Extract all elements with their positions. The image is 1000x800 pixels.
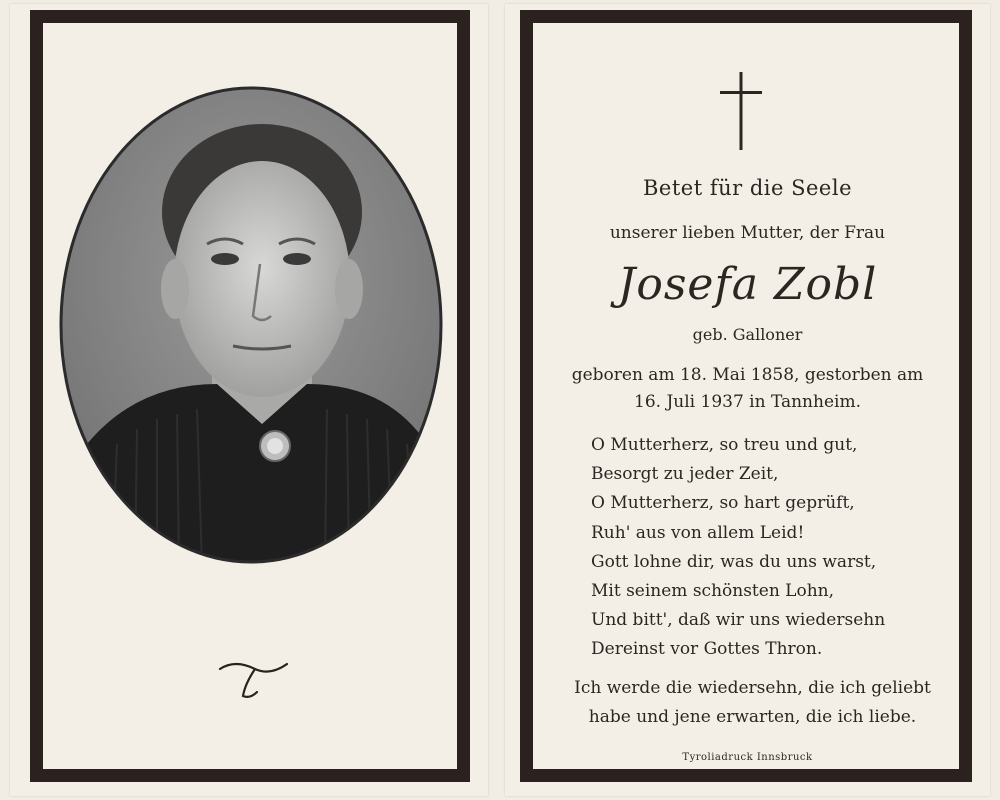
poem xyxy=(591,431,885,665)
prayer-heading: Betet für die Seele xyxy=(643,176,852,200)
poem-line: O Mutterherz, so treu und gut, xyxy=(591,435,858,455)
deceased-name: Josefa Zobl xyxy=(617,259,878,310)
portrait-photo xyxy=(57,84,445,566)
poem-line: Mit seinem schönsten Lohn, xyxy=(591,581,835,602)
closing-line-2: habe und jene erwarten, die ich liebe. xyxy=(588,707,917,727)
poem-line: Besorgt zu jeder Zeit, xyxy=(591,464,779,485)
poem-line: Gott lohne dir, was du uns warst, xyxy=(591,551,877,572)
poem-line: Und bitt', daß wir uns wiedersehn xyxy=(591,610,886,631)
portrait-photo-icon xyxy=(57,84,445,566)
closing-verse xyxy=(545,674,960,732)
flourish-ornament-icon xyxy=(215,654,295,704)
prayer-subheading: unserer lieben Mutter, der Frau xyxy=(609,223,886,243)
printer-imprint: Tyroliadruck Innsbruck xyxy=(682,752,813,763)
poem-line: Dereinst vor Gottes Thron. xyxy=(591,639,823,660)
right-card xyxy=(505,4,990,796)
poem-line: Ruh' aus von allem Leid! xyxy=(591,522,805,543)
closing-line-1: Ich werde die wiedersehn, die ich geliebt xyxy=(574,678,931,698)
poem-line: O Mutterherz, so hart geprüft, xyxy=(591,493,855,514)
maiden-name: geb. Galloner xyxy=(692,325,803,344)
left-card xyxy=(10,4,488,796)
life-dates xyxy=(535,362,960,416)
cross-icon xyxy=(720,72,762,150)
dates-line-1: geboren am 18. Mai 1858, gestorben am xyxy=(571,365,924,385)
dates-line-2: 16. Juli 1937 in Tannheim. xyxy=(634,392,861,412)
